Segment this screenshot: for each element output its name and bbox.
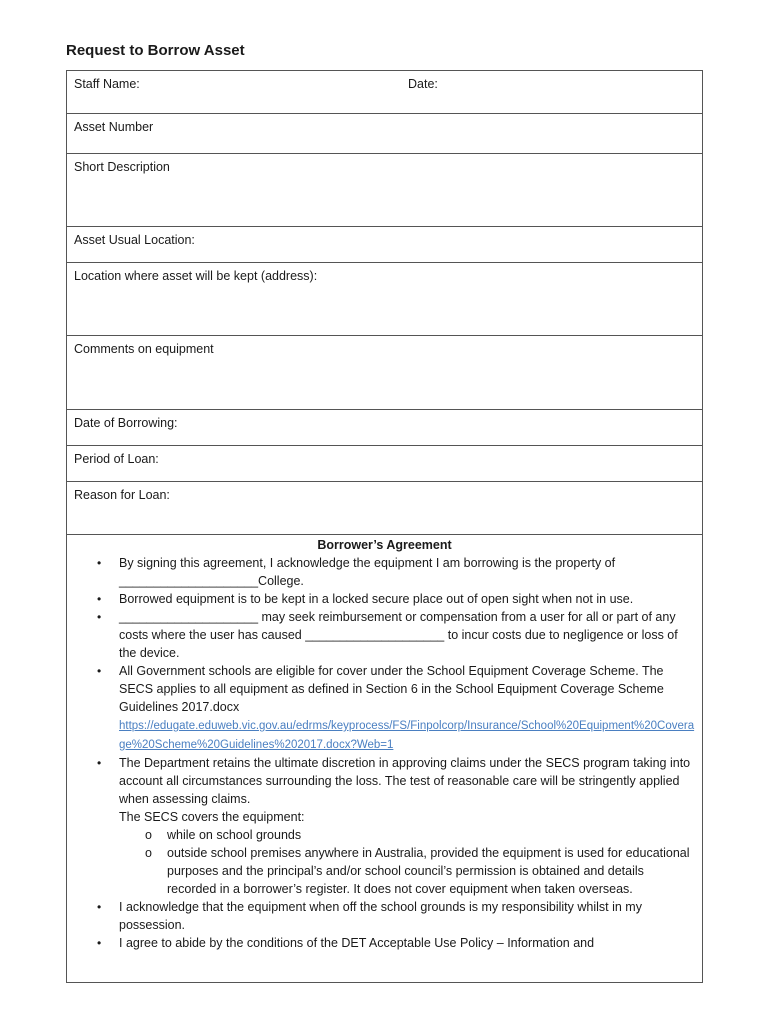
agreement-heading: Borrower’s Agreement: [317, 538, 452, 552]
secs-covers-text: The SECS covers the equipment:: [119, 810, 305, 824]
bullet-icon: •: [97, 664, 102, 678]
asset-number-field[interactable]: [67, 114, 703, 154]
list-item: [97, 898, 695, 934]
borrow-form-table: [66, 70, 703, 983]
sub-bullet-icon: o: [145, 828, 152, 842]
date-borrowing-field[interactable]: [67, 410, 703, 446]
list-item: [97, 608, 695, 662]
staff-date-row: [67, 71, 703, 114]
list-item: [97, 934, 695, 952]
agreement-text-1: By signing this agreement, I acknowledge the equipment I am borrowing is the property of ____________________College.: [119, 556, 616, 588]
agreement-text-6: I acknowledge that the equipment when off the school grounds is my responsibility whilst in my possession.: [119, 900, 642, 932]
kept-location-row: [67, 263, 703, 336]
kept-location-field[interactable]: [67, 263, 703, 336]
bullet-icon: •: [97, 610, 102, 624]
reason-loan-label: Reason for Loan:: [74, 488, 170, 502]
agreement-row: [67, 535, 703, 983]
kept-location-label: Location where asset will be kept (address):: [74, 269, 318, 283]
list-item: [97, 662, 695, 754]
staff-name-label: Staff Name:: [74, 77, 140, 91]
bullet-icon: •: [97, 592, 102, 606]
secs-sub-list: [119, 826, 695, 898]
agreement-text-5: The Department retains the ultimate discretion in approving claims under the SECS program taking into account all circumstances surrounding the loss. The test of reasonable care will be stringently applied when assessing claims.: [119, 756, 691, 806]
sub-text-2: outside school premises anywhere in Australia, provided the equipment is used for educational purposes and the principal’s and/or school council’s permission is obtained and details recorded in a borrower’s register. It does not cover equipment when taken overseas.: [167, 846, 690, 896]
usual-location-label: Asset Usual Location:: [74, 233, 195, 247]
bullet-icon: •: [97, 556, 102, 570]
agreement-section: [67, 535, 703, 983]
secs-guidelines-link[interactable]: https://edugate.eduweb.vic.gov.au/edrms/keyprocess/FS/Finpolcorp/Insurance/School%20Equipment%20Coverage%20Scheme%20Guidelines%202017.docx?Web=1: [119, 720, 695, 751]
staff-name-field[interactable]: [67, 71, 703, 114]
period-loan-field[interactable]: [67, 446, 703, 482]
bullet-icon: •: [97, 900, 102, 914]
period-loan-label: Period of Loan:: [74, 452, 159, 466]
agreement-text-3: ____________________ may seek reimbursement or compensation from a user for all or part of any costs where the user has caused ____________________ to incur costs due to negligence or loss of the device.: [119, 610, 678, 660]
comments-row: [67, 336, 703, 410]
page-title: Request to Borrow Asset: [66, 42, 245, 59]
date-borrowing-row: [67, 410, 703, 446]
agreement-text-2: Borrowed equipment is to be kept in a locked secure place out of open sight when not in use.: [119, 592, 634, 606]
list-item: [97, 590, 695, 608]
sub-bullet-icon: o: [145, 846, 152, 860]
date-borrowing-label: Date of Borrowing:: [74, 416, 178, 430]
agreement-list: [74, 554, 695, 952]
asset-number-label: Asset Number: [74, 120, 154, 134]
usual-location-field[interactable]: [67, 227, 703, 263]
short-description-label: Short Description: [74, 160, 170, 174]
reason-loan-field[interactable]: [67, 482, 703, 535]
agreement-text-7: I agree to abide by the conditions of the DET Acceptable Use Policy – Information and: [119, 936, 595, 950]
sub-text-1: while on school grounds: [167, 828, 302, 842]
bullet-icon: •: [97, 756, 102, 770]
date-label: Date:: [408, 77, 438, 91]
reason-loan-row: [67, 482, 703, 535]
period-loan-row: [67, 446, 703, 482]
list-item: [145, 844, 695, 898]
list-item: [97, 554, 695, 590]
asset-number-row: [67, 114, 703, 154]
short-description-row: [67, 154, 703, 227]
comments-field[interactable]: [67, 336, 703, 410]
usual-location-row: [67, 227, 703, 263]
list-item: [145, 826, 695, 844]
bullet-icon: •: [97, 936, 102, 950]
comments-label: Comments on equipment: [74, 342, 214, 356]
short-description-field[interactable]: [67, 154, 703, 227]
list-item: [97, 754, 695, 898]
agreement-text-4: All Government schools are eligible for cover under the School Equipment Coverage Scheme. The SECS applies to all equipment as defined in Section 6 in the School Equipment Coverage Scheme Guidelines 2017.docx: [119, 664, 664, 714]
